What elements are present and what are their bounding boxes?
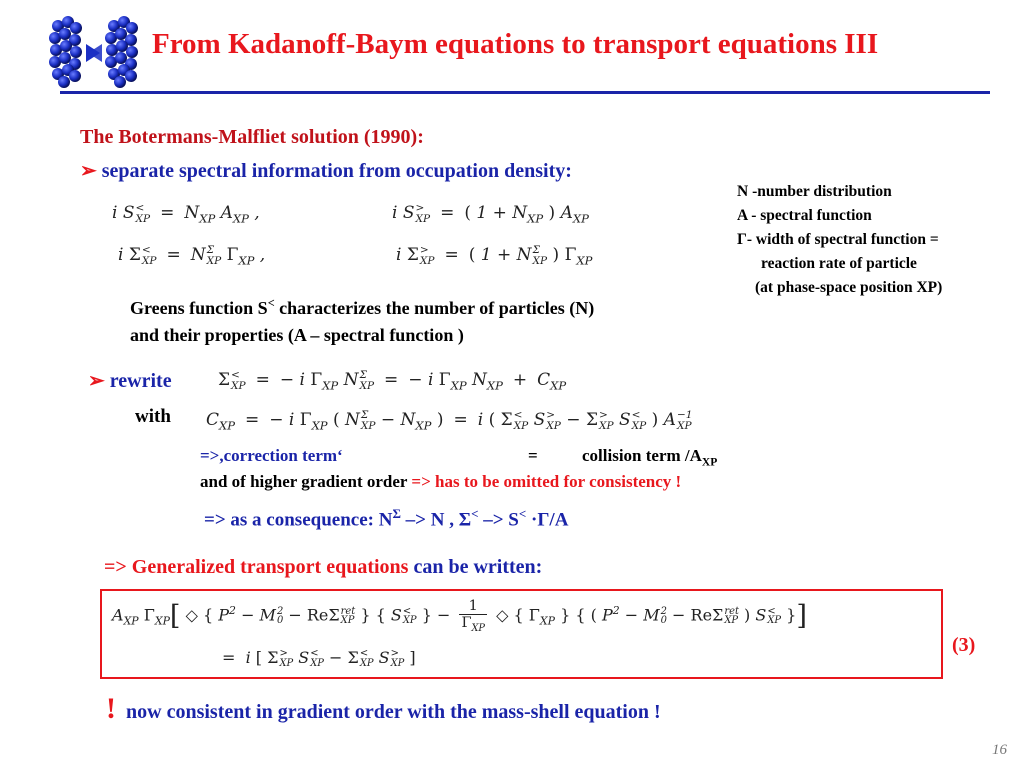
bullet-arrow-icon: ➢ [88, 370, 105, 392]
equation-sigma-lesser: i Σ < XP = N Σ XP $\Gamma_{XP}$ , [118, 244, 266, 268]
transport-equation-line-2: = i [ Σ > XP S < XP − Σ < XP S > XP ] [222, 648, 416, 669]
legend-line-gamma: Γ- width of spectral function = [737, 231, 939, 248]
consistency-text: now consistent in gradient order with the mass-shell equation ! [126, 701, 661, 723]
generalized-line [104, 556, 542, 579]
collision-term: collision term $/A_{XP}$ [582, 446, 718, 469]
legend-line-reaction: reaction rate of particle [761, 255, 917, 272]
higher-gradient-text: and of higher gradient order [200, 472, 412, 491]
equation-rewrite: Σ < XP = − i $\Gamma_{XP}$ N Σ XP = − i $\Gamma_{XP}$ $N_{XP} + C_{XP}$ [218, 369, 567, 393]
consequence-line: => as a consequence: $N^\Sigma -> N$ , Σ< –> S< ·Γ/A [204, 506, 569, 531]
greens-line-1: Greens function S< characterizes the number of particles (N) [130, 296, 595, 318]
exclamation-icon: ! [106, 692, 116, 725]
legend-line-a: A - spectral function [737, 207, 872, 224]
bullet-separate [80, 158, 572, 183]
page-number: 16 [992, 742, 1007, 758]
section-heading: The Botermans-Malfliet solution (1990): [80, 126, 424, 148]
with-label: with [135, 406, 171, 427]
correction-equals: = [528, 446, 538, 465]
title-rule [60, 91, 990, 94]
omitted-warning: => has to be omitted for consistency ! [411, 472, 682, 491]
slide-title: From Kadanoff-Baym equations to transport equations III [152, 28, 879, 60]
bullet-rewrite [88, 368, 172, 393]
legend [737, 180, 942, 300]
consistency-statement [106, 692, 661, 726]
legend-line-n: N -number distribution [737, 183, 892, 200]
bullet-separate-text: separate spectral information from occupation density: [101, 160, 572, 182]
greens-line-2: and their properties (A – spectral function ) [130, 325, 464, 345]
legend-line-position: (at phase-space position XP) [755, 279, 943, 296]
higher-gradient-line [200, 472, 681, 492]
greens-text [130, 290, 594, 349]
equation-s-greater: i S > XP = ( $1 + N_{XP}$ ) $A_{XP}$ [392, 202, 589, 226]
generalized-text-blue: can be written: [413, 556, 543, 578]
bullet-arrow-icon: ➢ [80, 160, 97, 182]
equation-s-lesser: i S < XP = $N_{XP}$ $A_{XP}$ , [112, 202, 260, 226]
rewrite-label: rewrite [109, 370, 172, 392]
nucleus-cluster-left [49, 16, 82, 88]
equation-cxp: $C_{XP}$ = − i $\Gamma_{XP}$ ( N Σ XP − $N_{XP}$ ) = i ( Σ < XP S > XP − Σ > XP S < XP ) A −1 XP [206, 409, 693, 433]
transport-equation-line-1: $A_{XP}$ $\Gamma_{XP}$[ ◇ { $P^2 - M$ 2 0 − ReΣ ret XP } { S < XP } − $\frac{1}{\Gamma_{XP}}$ ◇ { $\Gamma_{XP}$ } { ( $P^2 - M$ 2 0 − ReΣ ret XP ) S < XP }] [112, 598, 807, 634]
correction-term: =>,correction term‘ [200, 446, 343, 465]
generalized-text-red: => Generalized transport equations [104, 556, 414, 578]
nucleus-cluster-right [105, 16, 138, 88]
equation-number: (3) [952, 634, 976, 656]
nucleus-logo [48, 14, 140, 92]
equation-sigma-greater: i Σ > XP = ( 1 + N Σ XP ) $\Gamma_{XP}$ [396, 244, 593, 268]
